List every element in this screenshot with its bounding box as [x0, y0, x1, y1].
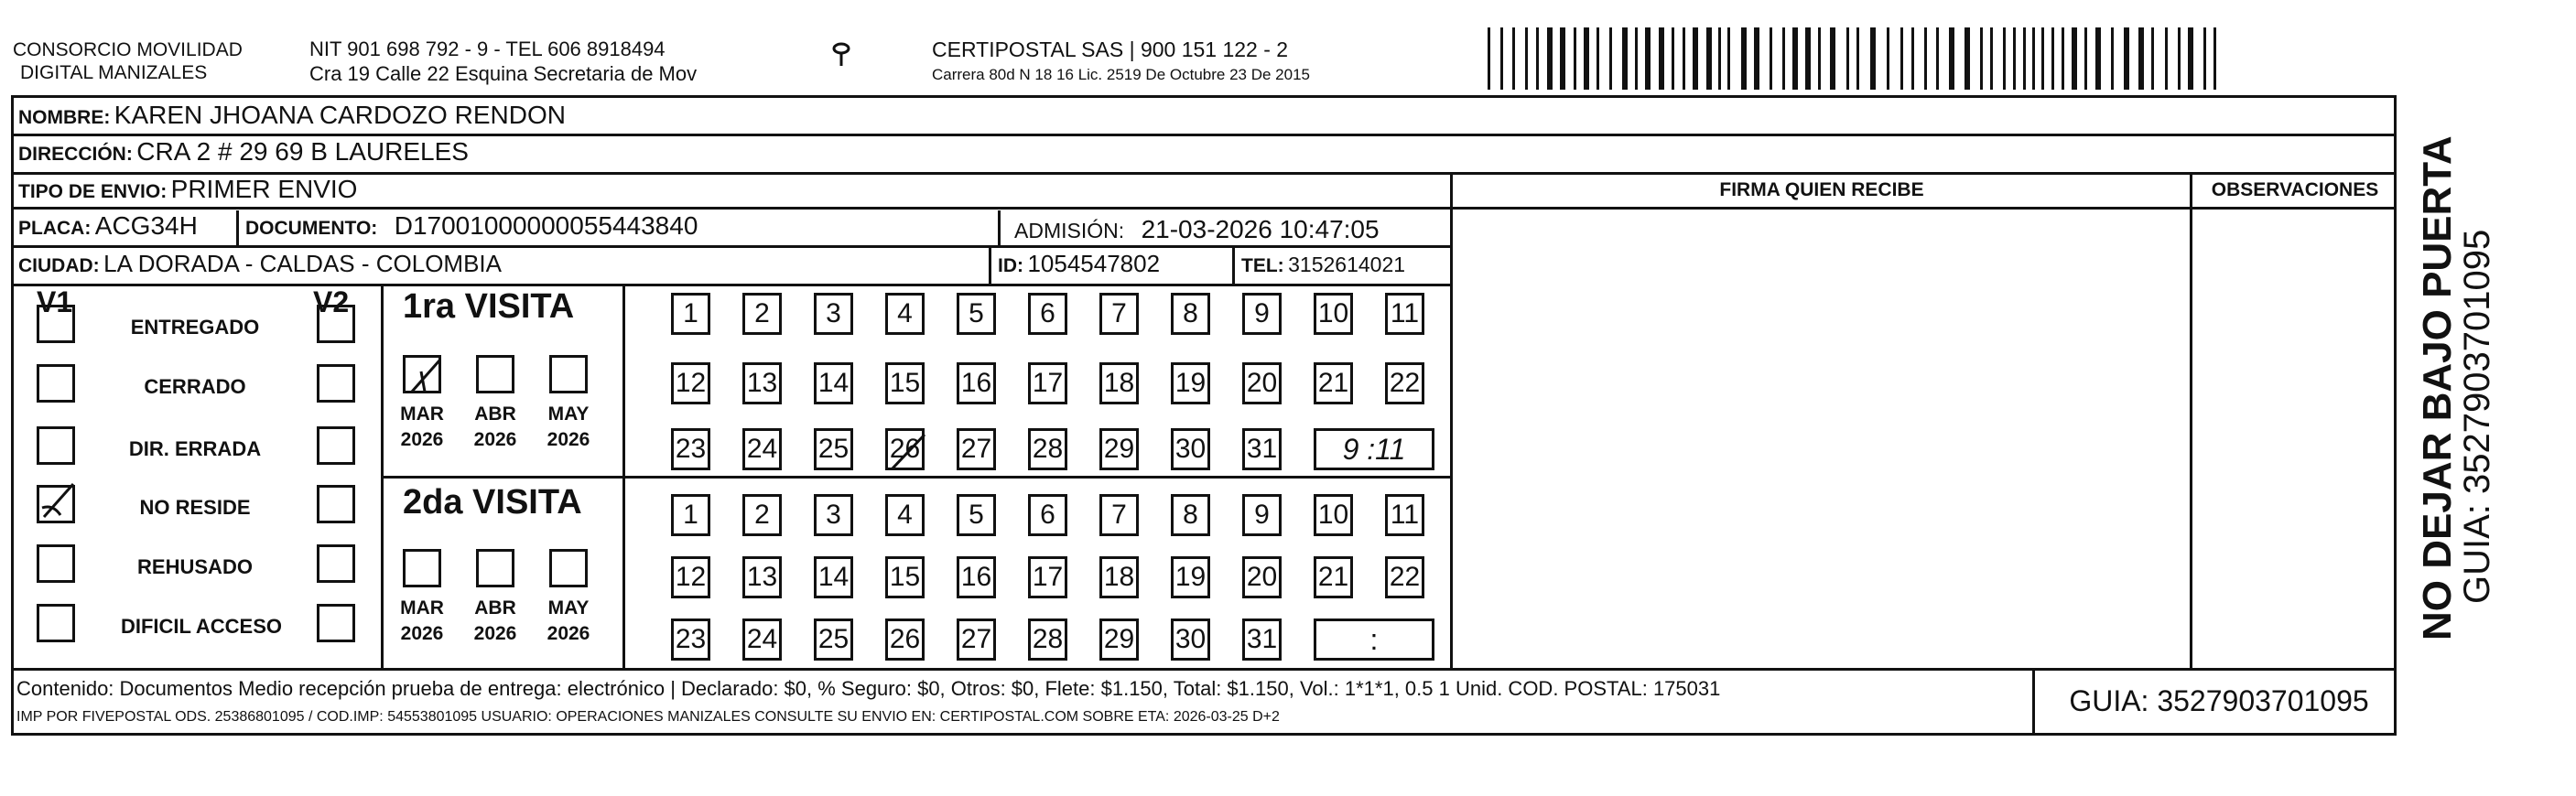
month-checkbox[interactable] — [549, 355, 588, 393]
day-box[interactable] — [814, 556, 853, 598]
barcode-bar — [1560, 27, 1565, 90]
day-box[interactable] — [1171, 428, 1210, 470]
day-box[interactable] — [671, 362, 710, 404]
day-number: 13 — [746, 368, 778, 398]
month-label: MAY — [547, 597, 590, 619]
day-number: 4 — [897, 298, 913, 328]
id-value: 1054547802 — [1027, 250, 1161, 277]
day-number: 11 — [1390, 500, 1420, 530]
day-number: 30 — [1174, 624, 1207, 654]
ciudad-value: LA DORADA - CALDAS - COLOMBIA — [103, 250, 502, 277]
barcode-bar — [1512, 27, 1515, 90]
status-label: REHUSADO — [137, 555, 253, 578]
barcode-bar — [1683, 27, 1685, 90]
day-number: 31 — [1246, 624, 1278, 654]
month-label: MAR — [400, 597, 444, 619]
day-number: 12 — [675, 562, 707, 592]
month-checkbox[interactable] — [403, 355, 441, 393]
day-number: 22 — [1389, 562, 1421, 592]
day-number: 27 — [960, 434, 992, 464]
barcode-bar — [1500, 27, 1503, 90]
barcode-bar — [2041, 27, 2044, 90]
barcode-bar — [1741, 27, 1747, 90]
v2-label: V2 — [313, 285, 350, 318]
day-number: 15 — [889, 562, 921, 592]
day-box[interactable] — [1385, 362, 1424, 404]
barcode-bar — [1964, 27, 1970, 90]
day-number: 16 — [960, 562, 992, 592]
day-box[interactable] — [1242, 428, 1282, 470]
documento-row — [245, 211, 698, 241]
day-box[interactable] — [1171, 556, 1210, 598]
barcode-bar — [1754, 27, 1759, 90]
barcode-bar — [2203, 27, 2206, 90]
day-box[interactable] — [671, 293, 710, 335]
day-number: 8 — [1183, 298, 1198, 328]
barcode-bar — [2178, 27, 2181, 90]
day-box[interactable] — [742, 362, 782, 404]
day-number: 24 — [746, 434, 778, 464]
day-number: 24 — [746, 624, 778, 654]
day-box[interactable] — [957, 428, 996, 470]
day-number: 8 — [1183, 500, 1198, 530]
day-box[interactable] — [1028, 556, 1067, 598]
day-box[interactable] — [1242, 556, 1282, 598]
documento-label: DOCUMENTO: — [245, 218, 378, 239]
side-title: NO DEJAR BAJO PUERTA — [2415, 135, 2460, 640]
day-box[interactable] — [1242, 619, 1282, 661]
month-label: MAR — [400, 403, 444, 425]
barcode-bar — [2111, 27, 2114, 90]
day-box[interactable] — [1385, 293, 1424, 335]
day-number: 15 — [889, 368, 921, 398]
footer-imp: IMP POR FIVEPOSTAL ODS. 25386801095 / COD.IMP: 54553801095 USUARIO: OPERACIONES MANIZALES CONSULTE SU ENVIO EN: CERTIPOSTAL.COM SOBRE ETA: 2026-03-25 D+2 — [16, 709, 1280, 725]
tel-row — [1241, 253, 1405, 277]
day-number: 25 — [817, 624, 850, 654]
barcode-bar — [2051, 27, 2054, 90]
v1-label: V1 — [37, 285, 73, 318]
day-box[interactable] — [1028, 362, 1067, 404]
day-box[interactable] — [1242, 362, 1282, 404]
admision-value: 21-03-2026 10:47:05 — [1141, 215, 1380, 243]
day-box[interactable] — [1099, 494, 1139, 536]
barcode-bar — [1818, 27, 1821, 90]
day-box[interactable] — [1242, 293, 1282, 335]
day-box[interactable] — [671, 428, 710, 470]
month-label: ABR — [474, 597, 516, 619]
barcode-bar — [1856, 27, 1859, 90]
v2-checkbox[interactable] — [317, 485, 355, 523]
day-box[interactable] — [1314, 494, 1353, 536]
month-label: MAY — [547, 403, 590, 425]
barcode-bar — [1846, 27, 1849, 90]
v1-checkbox[interactable] — [37, 426, 75, 465]
barcode-bar — [1782, 27, 1785, 90]
day-number: 28 — [1032, 624, 1064, 654]
barcode-bar — [1635, 27, 1638, 90]
direccion-row — [18, 137, 469, 167]
day-number: 2 — [754, 298, 770, 328]
day-box[interactable] — [742, 428, 782, 470]
year-label: 2026 — [547, 623, 590, 644]
barcode-bar — [2013, 27, 2016, 90]
barcode-bar — [1672, 27, 1674, 90]
barcode-bar — [2138, 27, 2144, 90]
day-number: 20 — [1246, 368, 1278, 398]
day-number: 5 — [969, 500, 984, 530]
barcode-bar — [1536, 27, 1539, 90]
courier-name: CERTIPOSTAL SAS | 900 151 122 - 2 — [932, 38, 1289, 61]
day-box[interactable] — [814, 428, 853, 470]
barcode-bar — [1805, 27, 1811, 90]
barcode-bar — [1659, 27, 1664, 90]
day-box[interactable] — [742, 494, 782, 536]
barcode-bar — [1693, 27, 1698, 90]
barcode-bar — [1622, 27, 1628, 90]
barcode-bar — [2072, 27, 2077, 90]
sender-nit: NIT 901 698 792 - 9 - TEL 606 8918494 — [309, 38, 666, 60]
admision-label: ADMISIÓN: — [1014, 219, 1125, 242]
barcode-bar — [1911, 27, 1914, 90]
day-mark — [888, 431, 927, 480]
v2-checkbox[interactable] — [317, 604, 355, 642]
barcode-bar — [2062, 27, 2064, 90]
day-box[interactable] — [814, 362, 853, 404]
id-label: ID: — [998, 255, 1023, 276]
courier-license: Carrera 80d N 18 16 Lic. 2519 De Octubre 23 De 2015 — [932, 66, 1310, 83]
day-number: 10 — [1317, 298, 1349, 328]
v1-checkbox[interactable] — [37, 364, 75, 403]
barcode-bar — [1870, 27, 1876, 90]
day-number: 11 — [1390, 298, 1420, 328]
tel-label: TEL: — [1241, 255, 1284, 276]
signature-area[interactable] — [1454, 207, 2188, 666]
ciudad-label: CIUDAD: — [18, 255, 100, 276]
nombre-label: NOMBRE: — [18, 107, 111, 128]
day-number: 12 — [675, 368, 707, 398]
day-number: 23 — [675, 434, 707, 464]
day-number: 16 — [960, 368, 992, 398]
year-label: 2026 — [473, 429, 517, 450]
v1-checkbox[interactable] — [37, 604, 75, 642]
barcode-bar — [1887, 27, 1889, 90]
day-box[interactable] — [885, 362, 925, 404]
barcode-bar — [1770, 27, 1772, 90]
direccion-value: CRA 2 # 29 69 B LAURELES — [136, 137, 469, 166]
tipo-envio-label: TIPO DE ENVIO: — [18, 181, 168, 202]
day-box[interactable] — [742, 619, 782, 661]
day-number: 26 — [889, 624, 921, 654]
day-number: 13 — [746, 562, 778, 592]
observations-area[interactable] — [2193, 207, 2395, 666]
day-number: 30 — [1174, 434, 1207, 464]
year-label: 2026 — [400, 429, 444, 450]
day-box[interactable] — [1099, 362, 1139, 404]
status-label: DIFICIL ACCESO — [120, 615, 282, 638]
day-box[interactable] — [814, 494, 853, 536]
month-label: ABR — [474, 403, 516, 425]
courier-info — [932, 37, 1310, 88]
barcode-bar — [1900, 27, 1903, 90]
barcode-bar — [1990, 27, 1993, 90]
year-label: 2026 — [400, 623, 444, 644]
direccion-label: DIRECCIÓN: — [18, 144, 133, 165]
day-box[interactable] — [885, 556, 925, 598]
day-number: 17 — [1032, 368, 1064, 398]
day-number: 27 — [960, 624, 992, 654]
barcode-bar — [2124, 27, 2129, 90]
firma-label: FIRMA QUIEN RECIBE — [1719, 179, 1924, 200]
tipo-envio-row — [18, 175, 357, 204]
tel-value: 3152614021 — [1288, 253, 1406, 276]
day-box[interactable] — [742, 293, 782, 335]
day-box[interactable] — [957, 293, 996, 335]
day-number: 1 — [683, 298, 698, 328]
barcode-bar — [1949, 27, 1954, 90]
month-checkbox[interactable] — [549, 549, 588, 587]
day-box[interactable] — [1314, 362, 1353, 404]
barcode-bar — [1645, 27, 1651, 90]
v2-checkbox[interactable] — [317, 305, 355, 343]
barcode-bar — [2165, 27, 2168, 90]
barcode-bar — [1547, 27, 1553, 90]
day-box[interactable] — [885, 619, 925, 661]
month-checkbox[interactable] — [403, 549, 441, 587]
day-box[interactable] — [671, 556, 710, 598]
day-number: 17 — [1032, 562, 1064, 592]
day-box[interactable] — [1314, 556, 1353, 598]
placa-value: ACG34H — [94, 211, 198, 240]
day-box[interactable] — [1028, 494, 1067, 536]
day-number: 29 — [1103, 434, 1135, 464]
day-number: 9 — [1254, 298, 1270, 328]
day-number: 22 — [1389, 368, 1421, 398]
day-number: 19 — [1174, 562, 1207, 592]
barcode-bar — [2213, 27, 2216, 90]
day-number: 19 — [1174, 368, 1207, 398]
sender-info — [309, 37, 697, 86]
day-box[interactable] — [1099, 293, 1139, 335]
day-box[interactable] — [957, 494, 996, 536]
barcode-bar — [1525, 27, 1528, 90]
day-box[interactable] — [1099, 619, 1139, 661]
barcode-bar — [1718, 27, 1721, 90]
placa-label: PLACA: — [18, 218, 92, 239]
nombre-row — [18, 101, 566, 130]
barcode-bar — [1830, 27, 1835, 90]
day-box[interactable] — [1028, 293, 1067, 335]
v1-checkbox[interactable] — [37, 544, 75, 583]
day-box[interactable] — [742, 556, 782, 598]
day-number: 6 — [1040, 500, 1055, 530]
day-box[interactable] — [885, 293, 925, 335]
day-number: 10 — [1317, 500, 1349, 530]
sender-name — [13, 38, 243, 84]
admision-row — [1014, 215, 1380, 244]
time-box[interactable]: : — [1314, 619, 1434, 661]
v2-checkbox[interactable] — [317, 544, 355, 583]
barcode-bar — [2188, 27, 2193, 90]
placa-row — [18, 211, 198, 241]
month-checkbox[interactable] — [476, 549, 514, 587]
day-number: 23 — [675, 624, 707, 654]
day-number: 18 — [1103, 562, 1135, 592]
day-box[interactable] — [957, 362, 996, 404]
day-number: 28 — [1032, 434, 1064, 464]
tipo-envio-value: PRIMER ENVIO — [170, 175, 358, 203]
day-box[interactable] — [1099, 428, 1139, 470]
day-number: 31 — [1246, 434, 1278, 464]
day-box[interactable] — [671, 494, 710, 536]
day-number: 7 — [1111, 500, 1127, 530]
ciudad-row — [18, 250, 502, 278]
v2-checkbox[interactable] — [317, 364, 355, 403]
day-box[interactable] — [1385, 494, 1424, 536]
day-number: 21 — [1317, 562, 1349, 592]
v1-checkbox[interactable] — [37, 305, 75, 343]
day-number: 4 — [897, 500, 913, 530]
side-text — [2417, 55, 2495, 640]
day-box[interactable] — [1242, 494, 1282, 536]
day-box[interactable] — [957, 556, 996, 598]
day-number: 9 — [1254, 500, 1270, 530]
barcode-bar — [1936, 27, 1939, 90]
footer-content: Contenido: Documentos Medio recepción prueba de entrega: electrónico | Declarado: $0, % Seguro: $0, Otros: $0, Flete: $1.150, Total: $1.150, Vol.: 1*1*1, 0.5 1 Unid. COD. POSTAL: 175031 — [16, 677, 1721, 700]
day-number: 26 — [889, 434, 921, 464]
day-number: 14 — [817, 562, 850, 592]
barcode-bar — [2032, 27, 2035, 90]
day-box[interactable] — [957, 619, 996, 661]
documento-value: D17001000000055443840 — [394, 211, 698, 240]
barcode-bar — [1924, 27, 1927, 90]
day-box[interactable] — [885, 494, 925, 536]
time-box[interactable]: 9 :11 — [1314, 428, 1434, 470]
day-box[interactable] — [1028, 619, 1067, 661]
courier-logo-icon — [828, 40, 854, 68]
day-box[interactable] — [1028, 428, 1067, 470]
barcode-bar — [2003, 27, 2006, 90]
year-label: 2026 — [547, 429, 590, 450]
barcode-bar — [1596, 27, 1599, 90]
barcode-bar — [1584, 27, 1589, 90]
v1-checkbox[interactable] — [37, 485, 75, 523]
side-guia: GUIA: 3527903701095 — [2457, 229, 2497, 604]
day-box[interactable] — [1385, 556, 1424, 598]
v2-checkbox[interactable] — [317, 426, 355, 465]
nombre-value: KAREN JHOANA CARDOZO RENDON — [114, 101, 566, 129]
status-label: NO RESIDE — [139, 496, 251, 519]
day-box[interactable] — [1171, 494, 1210, 536]
day-number: 20 — [1246, 562, 1278, 592]
day-number: 5 — [969, 298, 984, 328]
barcode-bar — [2095, 27, 2101, 90]
sender-address: Cra 19 Calle 22 Esquina Secretaria de Mov — [309, 62, 698, 85]
second-visit-title: 2da VISITA — [403, 483, 582, 522]
day-number: 18 — [1103, 368, 1135, 398]
barcode-bar — [2084, 27, 2087, 90]
day-number: 25 — [817, 434, 850, 464]
observaciones-label: OBSERVACIONES — [2211, 179, 2379, 200]
day-number: 29 — [1103, 624, 1135, 654]
status-label: ENTREGADO — [130, 316, 260, 339]
barcode-bar — [1727, 27, 1730, 90]
barcode-bar — [1706, 27, 1712, 90]
id-row — [998, 250, 1160, 278]
barcode-bar — [1488, 27, 1490, 90]
day-number: 3 — [826, 500, 841, 530]
day-box[interactable] — [1314, 293, 1353, 335]
day-number: 7 — [1111, 298, 1127, 328]
day-number: 21 — [1317, 368, 1349, 398]
day-box[interactable] — [1171, 293, 1210, 335]
barcode-bar — [1609, 27, 1612, 90]
barcode-bar — [1792, 27, 1798, 90]
day-box[interactable] — [1171, 362, 1210, 404]
year-label: 2026 — [473, 623, 517, 644]
barcode-bar — [1980, 27, 1983, 90]
day-box[interactable] — [814, 619, 853, 661]
day-box[interactable] — [885, 428, 925, 470]
barcode-bar — [2023, 27, 2026, 90]
barcode-bar — [2151, 27, 2154, 90]
month-checkbox[interactable] — [476, 355, 514, 393]
day-number: 2 — [754, 500, 770, 530]
day-box[interactable] — [671, 619, 710, 661]
footer-guia: GUIA: 3527903701095 — [2069, 684, 2369, 717]
first-visit-title: 1ra VISITA — [403, 287, 575, 326]
status-label: CERRADO — [144, 375, 246, 398]
barcode — [1488, 27, 2220, 90]
day-box[interactable] — [1099, 556, 1139, 598]
day-number: 3 — [826, 298, 841, 328]
sender-name-line1: CONSORCIO MOVILIDAD — [13, 39, 243, 60]
day-box[interactable] — [814, 293, 853, 335]
day-number: 6 — [1040, 298, 1055, 328]
status-label: DIR. ERRADA — [128, 437, 262, 460]
barcode-bar — [1574, 27, 1576, 90]
sender-name-line2: DIGITAL MANIZALES — [20, 62, 208, 83]
day-box[interactable] — [1171, 619, 1210, 661]
day-number: 14 — [817, 368, 850, 398]
day-number: 1 — [683, 500, 698, 530]
